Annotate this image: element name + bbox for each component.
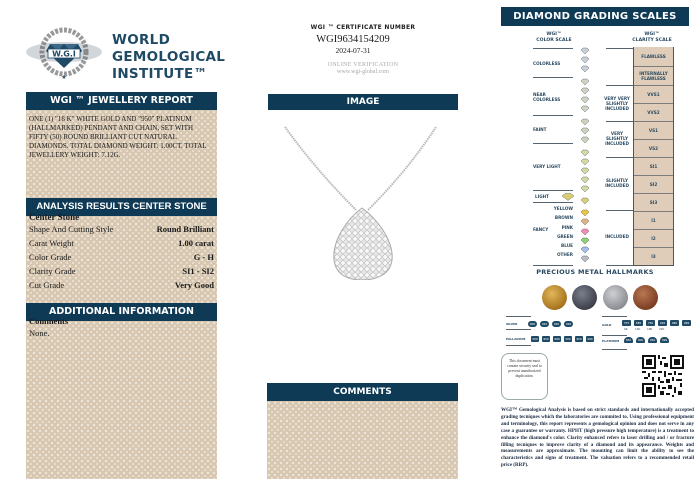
color-scale-title-line1: WGI™ <box>546 32 562 37</box>
clarity-cell-si1: SI1 <box>634 158 673 176</box>
divider <box>602 349 627 350</box>
gold-stamp: 916 <box>659 321 666 325</box>
silver-stamp: 950 <box>553 322 560 326</box>
svg-text:W.G.I: W.G.I <box>52 49 76 59</box>
result-row-carat <box>29 236 214 250</box>
disclaimer-text: WGI™ Gemological Analysis is based on strict standards and internationally accepted grading tecniques which the laboratories are commited to. Using professional equipment and terminology, this report represents a gemological opinion and does not serve in any case a guarantee or warranty. HPHT (high pressure high temperature) is a treatment to enhance the diamond's color. Clarity enhanced refers to laser drilling and / or fracture filling tecniques to improve clarity of a diamond and its appearance. Weights and measurements are approximate. The mounting can limit the ability to see the characteristics and signs of treatment. The valuation refers to a recommended retail price (RRP). <box>501 407 694 469</box>
gold-stamp: 750 <box>647 321 654 325</box>
fancy-pink-label: PINK <box>561 225 573 230</box>
divider <box>533 143 573 144</box>
comments-section-header: COMMENTS <box>267 383 458 401</box>
result-label: Color Grade <box>29 252 72 262</box>
gold-hallmark-label: GOLD <box>602 323 612 327</box>
analysis-results-panel <box>26 212 217 303</box>
divider <box>533 77 573 78</box>
divider <box>506 316 531 317</box>
gold-stamp: 999 <box>683 321 690 325</box>
palladium-stamp: 500 <box>565 337 571 341</box>
divider <box>533 265 573 266</box>
palladium-stamp: 950 <box>543 337 549 341</box>
silver-hallmark-label: SILVER <box>506 322 518 326</box>
comments-label: Comments <box>29 318 69 326</box>
platinum-stamp: 999 <box>661 338 668 342</box>
result-row-shape <box>29 222 214 236</box>
result-row-cut <box>29 278 214 292</box>
color-group-fancy: FANCY <box>533 227 549 232</box>
palladium-stamp: 999 <box>587 337 593 341</box>
fancy-brown-label: BROWN <box>554 215 573 220</box>
clarity-cell-si2: SI2 <box>634 176 673 194</box>
fancy-blue-label: BLUE <box>561 243 573 248</box>
brand-line-2: GEMOLOGICAL <box>112 49 226 65</box>
divider <box>506 345 531 346</box>
result-value: G - H <box>193 252 214 262</box>
gold-karat-label: 18K <box>647 327 653 331</box>
palladium-stamp: 500 <box>532 337 538 341</box>
platinum-stamp: 950 <box>649 338 656 342</box>
result-value: SI1 - SI2 <box>182 266 214 276</box>
comments-value: None. <box>29 328 50 338</box>
color-grade-gem-icons <box>579 47 591 262</box>
clarity-cell-vvs1: VVS1 <box>634 86 673 104</box>
clarity-cell-if: INTERNALLY FLAWLESS <box>634 67 673 86</box>
gold-stamp: 990 <box>671 321 678 325</box>
fancy-other-label: OTHER <box>556 252 573 257</box>
color-scale-title <box>524 32 584 44</box>
silver-stamp: 999 <box>565 322 572 326</box>
light-grade-large-gem-icon <box>561 193 575 201</box>
result-label: Carat Weight <box>29 238 74 248</box>
gold-stamp: 375 <box>623 321 630 325</box>
result-value: Round Brilliant <box>156 224 214 234</box>
certificate-number-label: WGI ™ CERTIFICATE NUMBER <box>310 24 416 31</box>
comments-panel <box>267 401 458 479</box>
qr-code-icon[interactable] <box>642 355 684 397</box>
brand-line-3: INSTITUTE™ <box>112 66 208 82</box>
color-group-light: LIGHT <box>535 194 550 199</box>
analysis-results-header: ANALYSIS RESULTS CENTER STONE <box>26 198 217 216</box>
clarity-cell-i1: I1 <box>634 212 673 230</box>
clarity-scale-title <box>612 32 692 44</box>
wgi-emblem-icon <box>24 24 104 82</box>
clarity-scale-title-line1: WGI™ <box>644 32 660 37</box>
wgi-logo <box>24 22 224 84</box>
precious-metal-hallmarks-title: PRECIOUS METAL HALLMARKS <box>536 268 654 276</box>
gold-karat-label: 14K <box>635 327 641 331</box>
palladium-stamp: 999 <box>554 337 560 341</box>
result-value: Very Good <box>174 280 214 290</box>
clarity-cell-i2: I2 <box>634 230 673 248</box>
platinum-stamp: 850 <box>625 338 632 342</box>
fancy-green-label: GREEN <box>557 234 573 239</box>
gold-stamp: 585 <box>635 321 642 325</box>
gold-karat-label: 22K <box>659 327 665 331</box>
clarity-scale-title-line2: CLARITY SCALE <box>632 38 672 43</box>
result-label: Clarity Grade <box>29 266 76 276</box>
clarity-cell-i3: I3 <box>634 248 673 266</box>
divider <box>606 210 633 211</box>
clarity-cell-si3: SI3 <box>634 194 673 212</box>
image-section-header: IMAGE <box>268 94 458 110</box>
divider <box>602 316 627 317</box>
diamond-grading-scales-header: DIAMOND GRADING SCALES <box>501 7 689 26</box>
platinum-hallmark-label: PLATINUM <box>602 339 620 343</box>
center-stone-subheader: Center Stone <box>29 212 80 222</box>
clarity-group-vvs: VERY VERY SLIGHTLY INCLUDED <box>604 96 630 111</box>
result-label: Shape And Cutting Style <box>29 224 114 234</box>
color-group-faint: FAINT <box>533 127 547 132</box>
copper-coin-icon <box>633 285 658 310</box>
palladium-hallmark-label: PALLADIUM <box>506 337 526 341</box>
certificate-block <box>268 24 458 75</box>
gold-karat-label: 9K <box>624 327 628 331</box>
divider <box>533 48 573 49</box>
clarity-cell-vs1: VS1 <box>634 122 673 140</box>
divider <box>606 121 633 122</box>
platinum-stamp: 900 <box>637 338 644 342</box>
clarity-group-included: INCLUDED <box>605 234 629 239</box>
result-row-color <box>29 250 214 264</box>
additional-information-panel <box>26 318 217 479</box>
divider <box>602 335 627 336</box>
color-group-very-light: VERY LIGHT <box>533 164 561 169</box>
divider <box>606 48 633 49</box>
palladium-coin-icon <box>572 285 597 310</box>
security-seal-box: This document must contain security seal to prevent unauthorized duplication. <box>501 353 548 400</box>
result-value: 1.00 carat <box>178 238 214 248</box>
svg-text:★: ★ <box>61 75 67 81</box>
clarity-scale-table <box>633 47 674 266</box>
result-label: Cut Grade <box>29 280 65 290</box>
gold-coin-icon <box>542 285 567 310</box>
color-scale-title-line2: COLOR SCALE <box>536 38 572 43</box>
color-group-colorless: COLORLESS <box>533 61 561 66</box>
clarity-cell-vs2: VS2 <box>634 140 673 158</box>
jewellery-report-description: ONE (1) "18 K" WHITE GOLD AND "950" PLATINUM (HALLMARKED) PENDANT AND CHAIN, SET WITH FIFTY (50) ROUND BRILLIANT CUT NATURAL DIAMONDS. TOTAL DIAMOND WEIGHT: 1.00CT. TOTAL JEWELLERY WEIGHT: 7.12G. <box>26 110 217 198</box>
divider <box>606 85 633 86</box>
silver-stamp: 800 <box>529 322 536 326</box>
divider <box>533 190 573 191</box>
institute-name <box>112 32 225 83</box>
clarity-cell-vvs2: VVS2 <box>634 104 673 122</box>
clarity-group-si: SLIGHTLY INCLUDED <box>605 178 629 188</box>
divider <box>533 115 573 116</box>
divider <box>606 157 633 158</box>
online-verification-label: ONLINE VERIFICATION <box>327 62 399 68</box>
divider <box>506 329 531 330</box>
certificate-date: 2024-07-31 <box>335 46 371 55</box>
palladium-stamp: 950 <box>576 337 582 341</box>
pendant-necklace-image <box>268 110 458 280</box>
additional-information-header: ADDITIONAL INFORMATION <box>26 303 217 321</box>
clarity-cell-fl: FLAWLESS <box>634 47 673 67</box>
jewellery-report-header: WGI ™ JEWELLERY REPORT <box>26 92 217 110</box>
clarity-group-vs: VERY SLIGHTLY INCLUDED <box>605 131 629 146</box>
divider <box>606 265 633 266</box>
fancy-yellow-label: YELLOW <box>553 206 573 211</box>
certificate-number: WGI9634154209 <box>316 34 390 45</box>
result-row-clarity <box>29 264 214 278</box>
silver-stamp: 925 <box>541 322 548 326</box>
color-group-near-colorless: NEAR COLORLESS <box>533 92 561 102</box>
divider <box>533 202 573 203</box>
silver-coin-icon <box>603 285 628 310</box>
verification-url-link[interactable]: www.wgi-global.com <box>337 69 389 75</box>
brand-line-1: WORLD <box>112 32 171 48</box>
